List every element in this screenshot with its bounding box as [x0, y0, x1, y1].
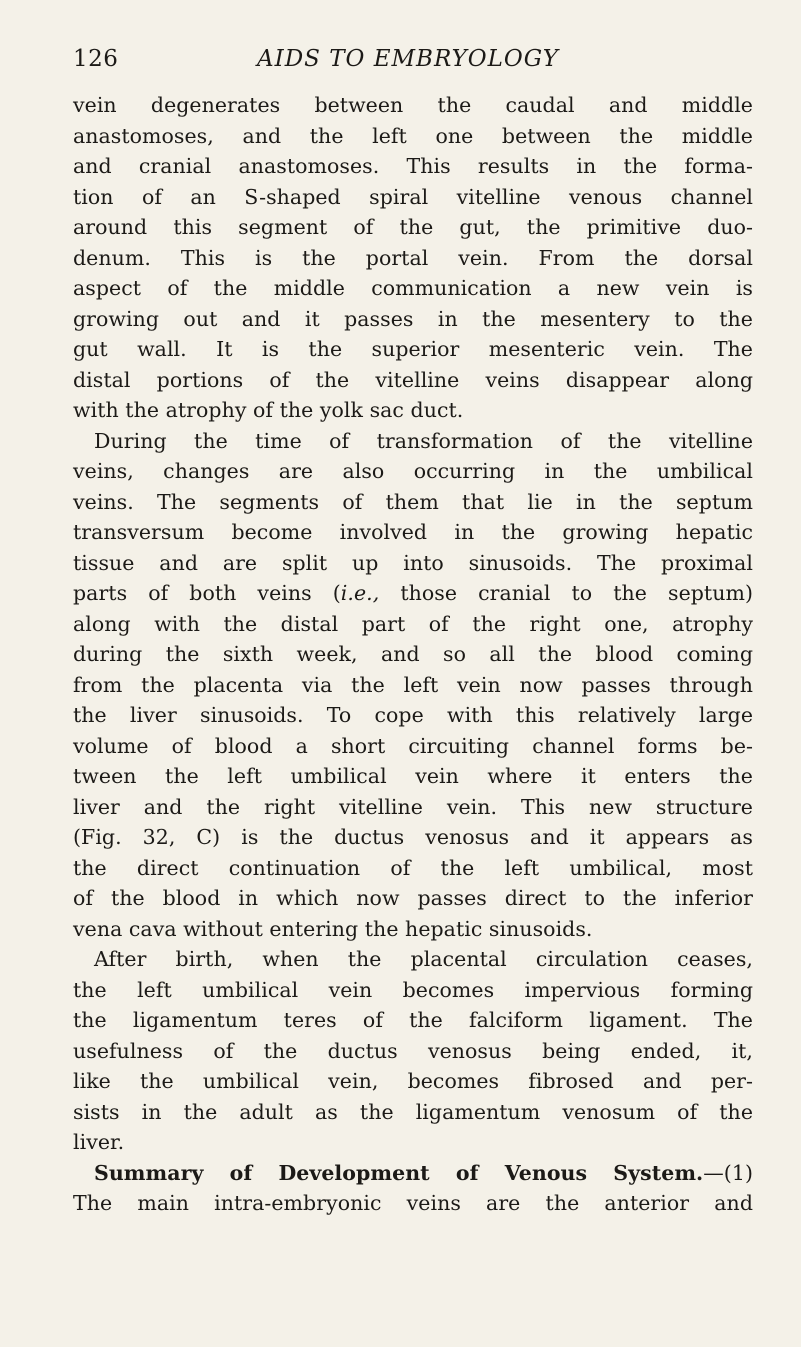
text-line: tissue and are split up into sinusoids. The proximal [73, 550, 753, 575]
paragraph-start-line: After birth, when the placental circulation ceases, [94, 947, 753, 971]
text-line: of the blood in which now passes direct to the inferior [73, 886, 753, 910]
text-line: tion of an S-shaped spiral vitelline venous channel [73, 184, 753, 209]
text-line: the liver sinusoids. To cope with this relatively large [73, 703, 753, 727]
text-line: veins, changes are also occurring in the umbilical [73, 459, 753, 483]
text-line: tween the left umbilical vein where it enters the [73, 764, 753, 788]
text-line: during the sixth week, and so all the blood coming [73, 642, 753, 666]
text-line: along with the distal part of the right one, atrophy [73, 611, 753, 636]
paragraph-end-line: liver. [73, 1130, 125, 1154]
text-segment: those cranial to the septum) [379, 581, 754, 605]
text-line: the ligamentum teres of the falciform ligament. The [73, 1008, 753, 1032]
text-line: volume of blood a short circuiting channel forms be- [73, 733, 753, 758]
text-line: anastomoses, and the left one between the middle [73, 123, 753, 148]
running-title: AIDS TO EMBRYOLOGY [257, 46, 559, 72]
text-segment: —(1) [703, 1160, 753, 1185]
text-line: distal portions of the vitelline veins disappear along [73, 367, 753, 392]
running-head [73, 46, 753, 90]
text-line: the direct continuation of the left umbilical, most [73, 855, 753, 880]
page-number: 126 [73, 46, 119, 72]
paragraph-start-line: During the time of transformation of the vitelline [94, 428, 753, 453]
text-segment: parts of both veins ( [73, 581, 341, 605]
text-line-with-italic [73, 578, 753, 609]
text-line: The main intra-embryonic veins are the anterior and [73, 1191, 753, 1215]
text-line: the left umbilical vein becomes impervious forming [73, 977, 753, 1002]
text-line: denum. This is the portal vein. From the dorsal [73, 245, 753, 270]
text-line: usefulness of the ductus venosus being ended, it, [73, 1038, 753, 1063]
text-line: and cranial anastomoses. This results in the forma- [73, 154, 753, 178]
paragraph-end-line: vena cava without entering the hepatic sinusoids. [73, 916, 593, 941]
text-line: gut wall. It is the superior mesenteric vein. The [73, 337, 753, 361]
text-line: (Fig. 32, C) is the ductus venosus and it appears as [73, 825, 753, 849]
italic-abbreviation: i.e., [340, 581, 380, 605]
body-text [73, 90, 753, 1219]
text-line: vein degenerates between the caudal and middle [73, 93, 753, 117]
text-line: growing out and it passes in the mesentery to the [73, 306, 753, 331]
text-line: veins. The segments of them that lie in the septum [73, 489, 753, 514]
summary-heading-line [73, 1158, 753, 1189]
text-line: around this segment of the gut, the primitive duo- [73, 215, 753, 239]
text-line: from the placenta via the left vein now passes through [73, 672, 753, 697]
paragraph-end-line: with the atrophy of the yolk sac duct. [73, 398, 464, 422]
summary-heading: Summary of Development of Venous System. [94, 1160, 704, 1185]
text-line: liver and the right vitelline vein. This new structure [73, 794, 753, 819]
text-line: aspect of the middle communication a new vein is [73, 276, 753, 300]
text-line: transversum become involved in the growing hepatic [73, 520, 753, 544]
text-line: like the umbilical vein, becomes fibrosed and per- [73, 1069, 753, 1093]
text-line: sists in the adult as the ligamentum venosum of the [73, 1099, 753, 1124]
